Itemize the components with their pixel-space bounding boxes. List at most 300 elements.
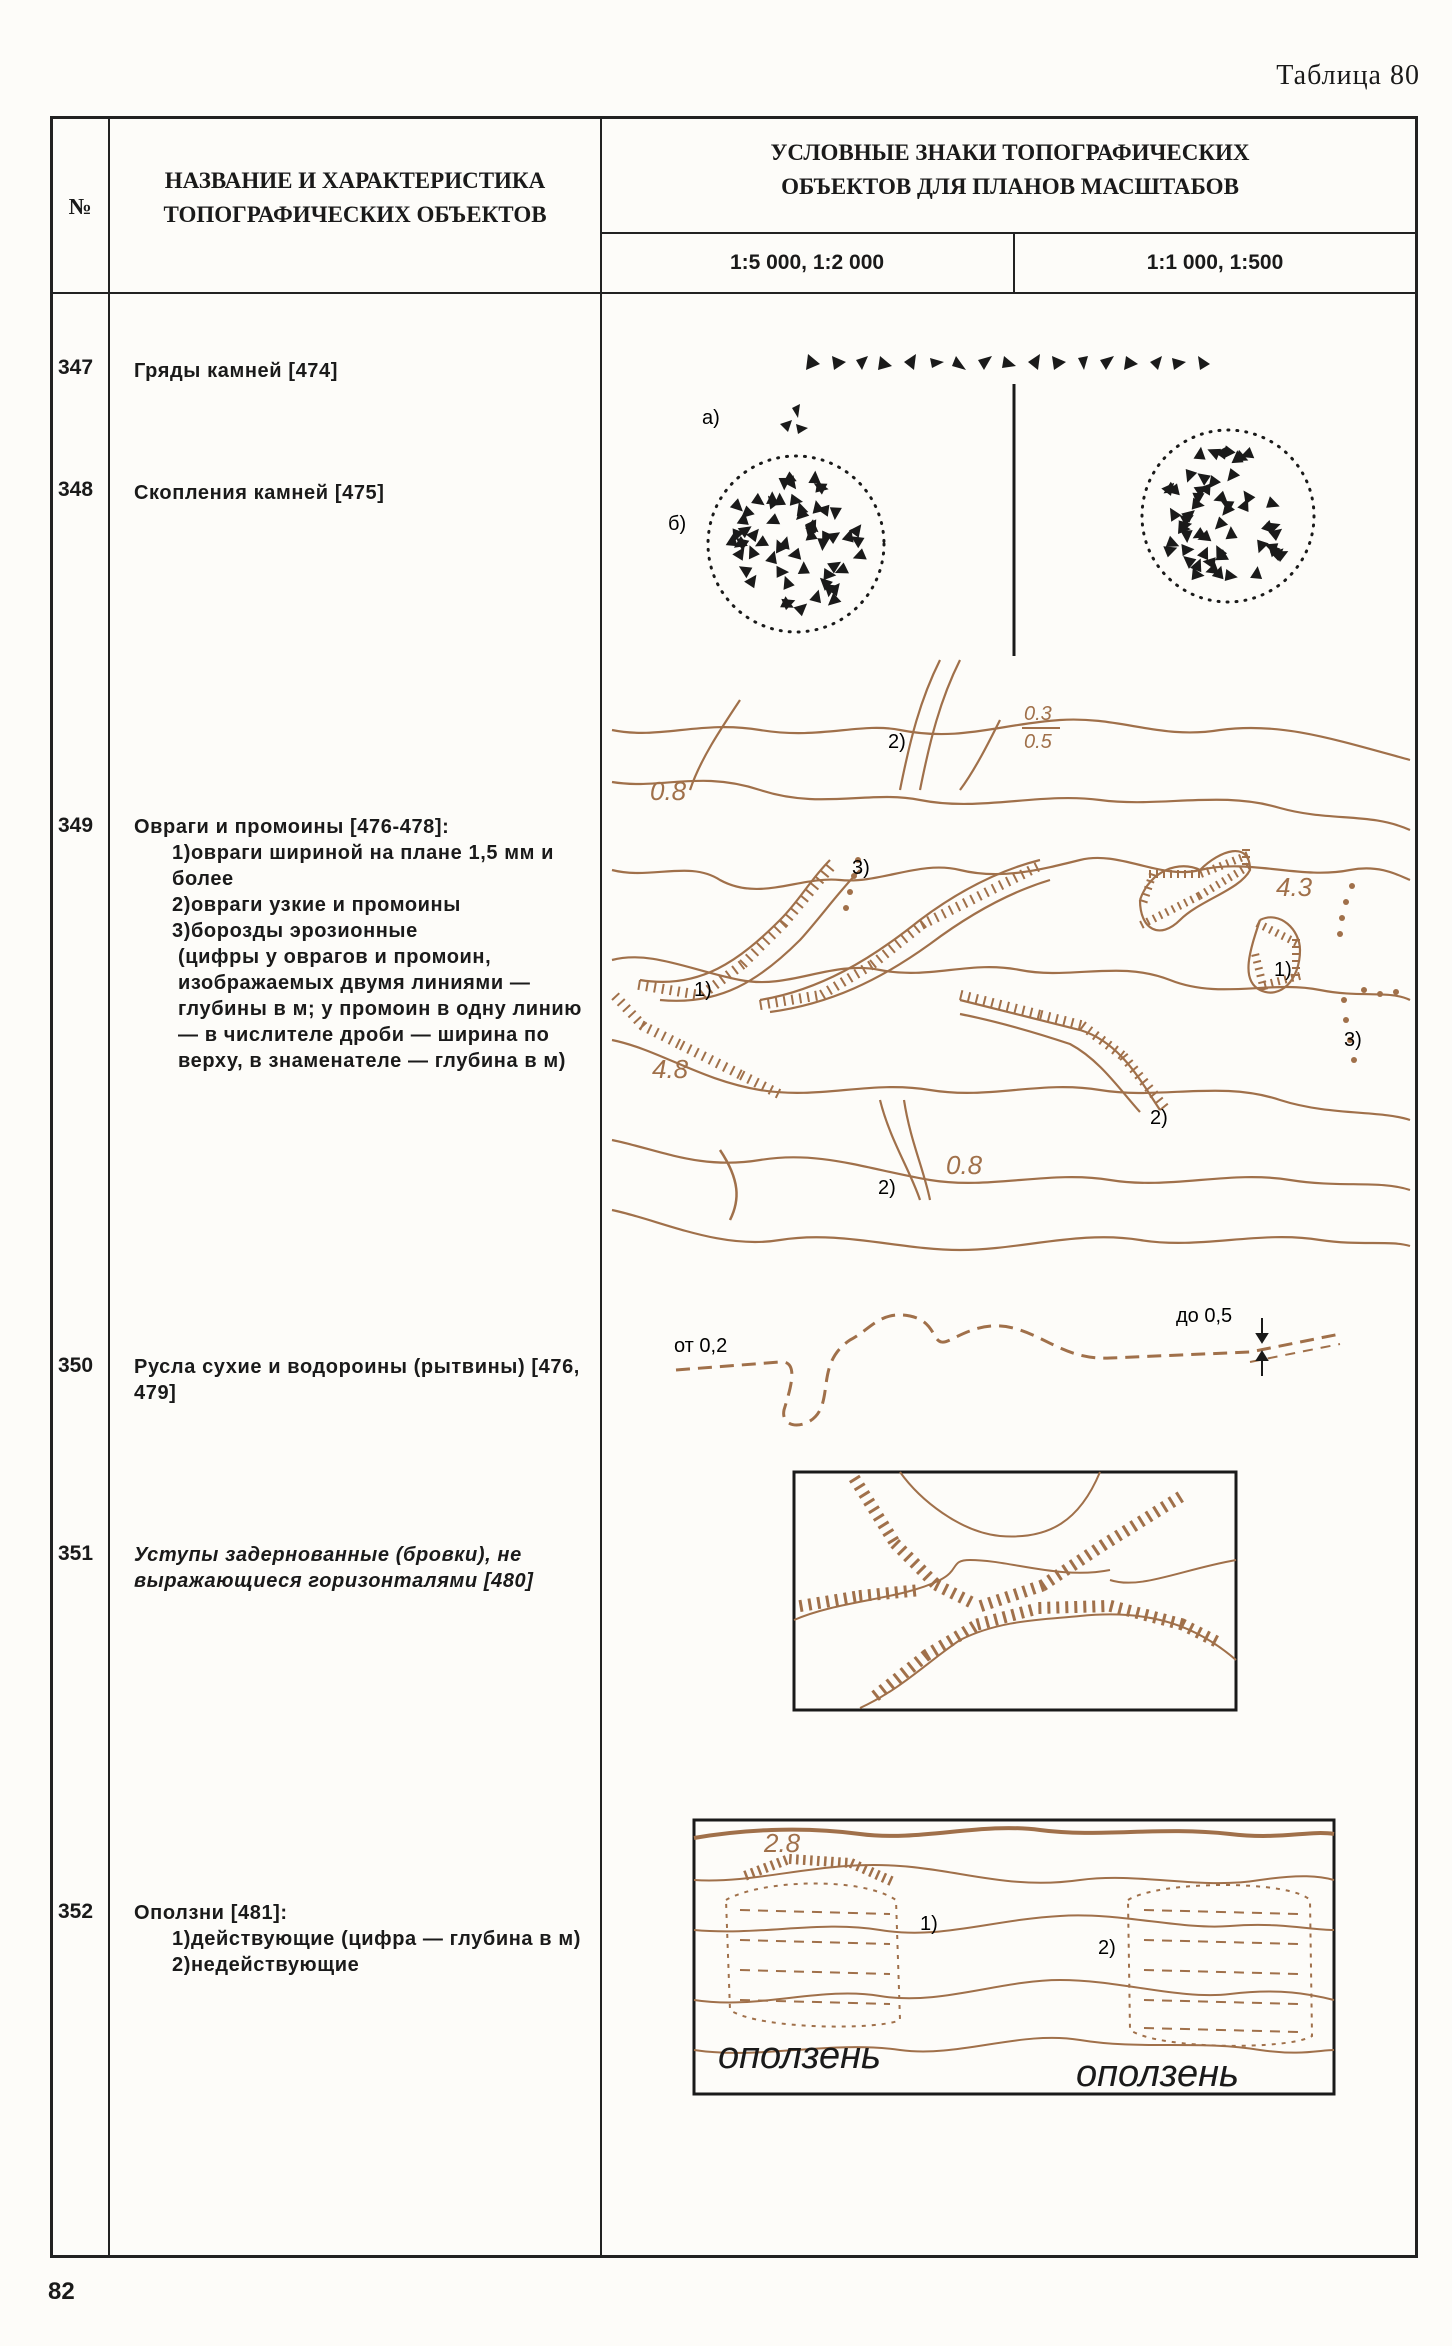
escarpment-hachure (800, 1600, 802, 1612)
escarpment-hachure (1108, 1535, 1114, 1545)
ravine-hachure (732, 966, 738, 974)
escarpment-hachure (827, 1596, 829, 1608)
escarpment-hachures (800, 1476, 1218, 1700)
gully-width: 0.3 (1024, 703, 1052, 725)
ravine-hachure (800, 993, 802, 1003)
ravine-hachure (634, 1017, 641, 1024)
ravine-hachure (1147, 880, 1155, 883)
escarpment-hachure (986, 1616, 989, 1628)
stone-mark (739, 566, 753, 578)
ravine-hachure (709, 1055, 714, 1064)
row-349-item-3: 3)борозды эрозионные (172, 920, 418, 942)
ravine-hachure (960, 990, 962, 1000)
stone-mark (755, 535, 769, 546)
ravine-hachure (1013, 874, 1018, 883)
channel-to-label: до 0,5 (1176, 1305, 1233, 1327)
ravine-hachure (1056, 1014, 1058, 1024)
ravine-hachure (827, 986, 832, 995)
ravine-hachure (1006, 877, 1010, 886)
escarpment-hachure (860, 1590, 861, 1602)
row-352-item-2: 2)недействующие (172, 1954, 360, 1976)
stone-mark (1213, 491, 1227, 502)
landslide-dash-line (740, 1910, 890, 1914)
ravine-hachure (654, 983, 656, 993)
ravine-hachure (795, 902, 803, 908)
ravine-hachure (763, 937, 770, 944)
ravine-hachure (757, 943, 764, 950)
stone-single-symbol (780, 404, 808, 434)
scarp-hachure (869, 1868, 873, 1877)
escarpment-hachure (951, 1588, 956, 1599)
label-3-right: 3) (1344, 1029, 1362, 1051)
ravine-hachure (883, 950, 889, 958)
ravine-hachure (1255, 968, 1263, 970)
ravine-hachure (1257, 975, 1265, 977)
row-351-number: 351 (58, 1542, 94, 1565)
row-349-name: Овраги и промоины [476-478]: (134, 816, 450, 838)
ravine-hachure (820, 990, 825, 999)
scarp-hachure (804, 1855, 805, 1865)
escarpment-hachure (1119, 1603, 1122, 1615)
scarp-hachure (811, 1855, 812, 1865)
landslide-dash-line (1144, 1940, 1300, 1944)
stone-mark (794, 604, 808, 617)
row-350-name: Русла сухие и водороины (рытвины) [476, 479] (134, 1356, 580, 1404)
escarpment-hachure (880, 1685, 888, 1694)
ravine-hachure (908, 930, 914, 938)
escarpment-hachure (994, 1614, 997, 1626)
stone-mark (830, 507, 842, 520)
escarpment-hachure (1154, 1612, 1157, 1624)
escarpment-hachure (853, 1591, 855, 1603)
header-signs: УСЛОВНЫЕ ЗНАКИ ТОПОГРАФИЧЕСКИХ ОБЪЕКТОВ ДЛЯ ПЛАНОВ МАСШТАБОВ (770, 140, 1250, 199)
ravine-hachure (889, 945, 895, 953)
ravine-hachure (999, 881, 1004, 890)
stone-mark (751, 493, 765, 505)
escarpment-hachure (943, 1584, 948, 1595)
ravine-depth-3: 4.8 (652, 1054, 689, 1084)
ravine-hachure (1030, 1008, 1032, 1018)
landslide-dash-line (1144, 1910, 1300, 1914)
ravine-hachures (612, 850, 1300, 1110)
escarpment-hachure (977, 1618, 980, 1630)
stone-mark (766, 513, 780, 524)
ravine-hachure (662, 1032, 666, 1041)
stone-mark (815, 481, 828, 493)
ravine-hachure (618, 999, 625, 1006)
row-352-number: 352 (58, 1900, 94, 1923)
ravine-hachure (628, 1011, 635, 1018)
ravine-hachure (1275, 929, 1279, 936)
row-349-number: 349 (58, 814, 94, 837)
row-348-number: 348 (58, 478, 94, 501)
ravine-hachure (1048, 1012, 1050, 1022)
escarpment-hachure (970, 1622, 976, 1632)
escarpment-hachure (915, 1657, 923, 1666)
ravine-hachure (811, 883, 819, 889)
escarpment-hachure (914, 1585, 915, 1597)
escarpment-hachure (878, 1588, 879, 1600)
ravine-hachure (774, 926, 781, 933)
escarpment-hachure (1048, 1575, 1055, 1585)
scarp-hachure (751, 1868, 755, 1877)
ravine-hachure (934, 913, 939, 922)
stones-label-b: б) (668, 513, 687, 535)
ravine-hachure (723, 1063, 728, 1072)
ravine-hachure (1210, 885, 1214, 892)
ravine-hachure (1200, 870, 1203, 877)
ravine-hachure (806, 889, 814, 895)
scarp-hachure (764, 1863, 768, 1872)
ravine-hachure (1153, 915, 1157, 922)
ravine-hachure (716, 1059, 720, 1068)
stone-mark (1181, 544, 1194, 556)
ravine-hachure (746, 954, 753, 961)
escarpment-hachure (809, 1599, 811, 1611)
ravine-hachure (815, 991, 817, 1001)
ravine-hachure (1171, 905, 1175, 912)
landslide-label-1: 1) (920, 1913, 938, 1935)
ravine-hachure (999, 1000, 1001, 1010)
escarpment-hachure (1023, 1586, 1027, 1597)
ravine-hachure (769, 1085, 774, 1094)
escarpment-hachure (959, 1592, 964, 1603)
escarpment-hachure (894, 1674, 902, 1683)
ravine-hachure (1298, 972, 1300, 980)
stone-mark (1225, 569, 1238, 581)
stone-mark (1197, 473, 1211, 485)
escarpment-hachure (917, 1566, 926, 1574)
landslide-dash-line (740, 1940, 890, 1944)
ravine-hachure (1071, 1018, 1074, 1028)
escarpment-hachure (878, 1522, 888, 1528)
stone-mark (1208, 475, 1221, 488)
landslide-dash-line (740, 2000, 890, 2004)
erosion-furrows (843, 857, 1399, 1063)
ravine-hachure (826, 865, 834, 871)
ravine-hachure (1246, 852, 1249, 859)
width-arrows (1257, 1318, 1267, 1376)
ravine-hachure (801, 895, 809, 901)
stone-mark (1226, 526, 1238, 539)
row-347-name: Гряды камней [474] (134, 360, 339, 382)
ravine-hachure (876, 955, 882, 963)
escarpment-hachure (869, 1507, 879, 1513)
ravine-hachure (854, 969, 859, 978)
page-number: 82 (48, 2278, 75, 2305)
ravine-hachure (970, 895, 975, 904)
escarpment-hachure (1077, 1555, 1084, 1565)
dry-channel-symbol (676, 1315, 1340, 1425)
ravine-hachure (747, 1075, 751, 1084)
escarpment-hachure (1169, 1497, 1175, 1507)
ravine-map (612, 660, 1410, 1250)
stone-mark (853, 548, 867, 559)
row-350-number: 350 (58, 1354, 94, 1377)
escarpment-hachure (1146, 1511, 1152, 1521)
scarp-hachure (846, 1858, 847, 1868)
escarpment-hachure (836, 1594, 838, 1606)
gully-depth-4: 0.8 (946, 1150, 983, 1180)
escarpment-hachure (947, 1636, 953, 1646)
ravine-hachure (730, 1066, 735, 1075)
ravine-hachure (901, 935, 907, 943)
escarpment-hachure (1153, 1507, 1159, 1517)
stone-mark (1237, 498, 1248, 512)
stone-mark (1227, 468, 1240, 481)
stone-cluster-symbol-large (708, 456, 884, 632)
ravine-hachure (1239, 854, 1242, 861)
escarpment-hachure (1100, 1540, 1106, 1550)
escarpment-hachure (1012, 1609, 1015, 1621)
ravine-hachure (977, 891, 982, 900)
escarpment-hachure (905, 1586, 906, 1598)
escarpment-hachure (873, 1691, 881, 1700)
ravine-hachure (646, 981, 648, 991)
ravine-hachure (963, 899, 968, 908)
landslide-label-2: 2) (1098, 1937, 1116, 1959)
ravine-hachure (1204, 888, 1208, 895)
scarp-hachure (839, 1857, 840, 1867)
ravine-hachure (623, 1005, 630, 1012)
landslide-dash-line (1144, 2028, 1300, 2032)
escarpment-hachure (1115, 1531, 1121, 1541)
escarpment-hachure (939, 1640, 945, 1650)
ravine-hachure (1159, 912, 1163, 919)
ravine-hachure (776, 1089, 780, 1098)
escarpment-hachure (1171, 1616, 1174, 1628)
escarpment-hachure (844, 1593, 846, 1605)
ravine-hachure (834, 982, 839, 991)
escarpment-hachure (904, 1553, 913, 1562)
stone-mark (1170, 508, 1182, 522)
stone-mark (788, 548, 802, 560)
escarpment-hachure (1029, 1605, 1032, 1617)
ravine-hachure (1063, 1016, 1065, 1026)
row-349-item-1: 1)овраги шириной на плане 1,5 мм и более (172, 842, 555, 890)
ravine-hachure (702, 1052, 706, 1061)
ravine-hachure (1140, 900, 1148, 903)
escarpment-hachure (908, 1663, 916, 1672)
ravine-hachure (792, 995, 794, 1005)
ravine-hachure (1142, 893, 1150, 896)
escarpment-hachure (864, 1499, 874, 1505)
escarpment-hachure (989, 1597, 993, 1608)
ravine-depth-1: 0.8 (650, 776, 687, 806)
channel-from-label: от 0,2 (674, 1335, 728, 1357)
ravine-hachure (662, 984, 664, 994)
stone-mark (1240, 447, 1254, 458)
ravine-hachure (785, 914, 793, 920)
escarpment-hachure (896, 1586, 897, 1598)
header-name: НАЗВАНИЕ И ХАРАКТЕРИСТИКА ТОПОГРАФИЧЕСКИХ ОБЪЕКТОВ (163, 168, 547, 227)
ravine-hachure (807, 992, 809, 1002)
stone-mark (765, 551, 777, 565)
stones-label-a: а) (702, 407, 720, 429)
scarp-hachure (818, 1856, 819, 1866)
label-3-left: 3) (852, 857, 870, 879)
stone-mark (1186, 469, 1198, 483)
stone-mark (1194, 447, 1206, 460)
row-352-name: Оползни [481]: (134, 1902, 288, 1924)
landslide-caption-2: оползень (1076, 2053, 1240, 2095)
ravine-hachure (1216, 881, 1220, 888)
ravine-hachure (841, 978, 846, 987)
ravine-hachure (949, 906, 954, 915)
row-349-note: (цифры у оврагов и промоин, изображаемых двумя линиями — глубины в м; у промоин в одну линию — в числителе дроби — ширина по верху, в знаменателе — глубина в м) (178, 946, 582, 1072)
escarpment-hachure (850, 1476, 860, 1482)
header-scale-2: 1:1 000, 1:500 (1146, 251, 1284, 274)
stone-mark (1215, 517, 1228, 530)
label-2-bottom: 2) (878, 1177, 896, 1199)
stone-mark (808, 471, 820, 484)
escarpment-hachure (887, 1679, 895, 1688)
escarpment-hachure (1145, 1609, 1148, 1621)
ravine-hachure (676, 1039, 680, 1048)
stone-mark (784, 576, 795, 590)
escarpment-hachure (869, 1589, 870, 1601)
escarpment-hachure (980, 1600, 984, 1611)
escarpment-hachure (911, 1559, 920, 1568)
label-2-top: 2) (888, 731, 906, 753)
ravine-hachure (1155, 1098, 1163, 1104)
ravine-hachure (762, 1082, 766, 1091)
ravine-hachure (968, 992, 970, 1002)
ravine-hachure (1007, 1002, 1009, 1012)
escarpment-hachure (1014, 1589, 1018, 1600)
ravine-hachure (1269, 926, 1273, 933)
scarp-hachure (825, 1856, 826, 1866)
ravine-hachure (1253, 961, 1261, 963)
ravine-hachure (983, 996, 985, 1006)
escarpment-hachure (855, 1484, 865, 1490)
label-1-right: 1) (1274, 959, 1292, 981)
stone-ridge-symbol (806, 354, 1210, 370)
ravine-hachure (1184, 899, 1188, 906)
header-no: № (68, 194, 92, 219)
table-caption: Таблица 80 (1276, 60, 1420, 91)
scarp-hachure (777, 1858, 781, 1867)
ravine-hachure (760, 1000, 762, 1010)
escarpment-hachure (1161, 1502, 1167, 1512)
escarpment-hachure (901, 1668, 909, 1677)
ravine-hachure (768, 999, 770, 1009)
ravine-hachure (1022, 1006, 1024, 1016)
ravine-hachure (942, 909, 946, 918)
ravine-hachure (790, 908, 798, 914)
ravine-hachure (694, 1048, 699, 1057)
escarpment-hachure (1176, 1492, 1182, 1502)
ravine-hachure (1234, 870, 1238, 877)
ravine-hachure (638, 980, 640, 990)
ravine-hachure (751, 949, 758, 956)
ravine-hachure (1165, 909, 1169, 916)
escarpment-hachure (1162, 1614, 1165, 1626)
ravine-hachure (861, 965, 866, 974)
scarp-hachure (758, 1866, 762, 1875)
escarpment-hachure (874, 1514, 884, 1520)
ravine-depth-2: 4.3 (1276, 872, 1313, 902)
escarpment-hachure (1110, 1600, 1113, 1612)
ravine-hachure (687, 1045, 691, 1054)
stone-mark (809, 590, 821, 604)
ravine-hachure (1233, 857, 1236, 864)
ravine-hachure (914, 925, 920, 933)
label-2-mid: 2) (1150, 1107, 1168, 1129)
escarpment-hachure (955, 1631, 961, 1641)
ravine-hachure (1099, 1036, 1105, 1044)
stone-mark (1161, 483, 1174, 496)
escarpment-hachure (923, 1572, 932, 1581)
ravine-hachure (754, 1078, 759, 1087)
landslide-dash-line (1144, 2000, 1300, 2004)
stone-cluster-symbol-small (1142, 430, 1314, 602)
stone-mark (1163, 546, 1177, 557)
escarpment-hachure (1123, 1526, 1129, 1536)
ravine-hachure (1213, 865, 1216, 872)
ravine-hachure (895, 940, 901, 948)
stone-mark (1166, 536, 1180, 547)
escarpment-hachure (1070, 1560, 1077, 1570)
escarpment-hachure (1138, 1516, 1144, 1526)
escarpment-hachure (883, 1529, 893, 1535)
ravine-hachure (1140, 921, 1144, 928)
ravine-hachure (768, 932, 775, 939)
escarpment-hachure (997, 1594, 1001, 1605)
row-351-name: Уступы задернованные (бровки), не выражающиеся горизонталями [480] (134, 1544, 534, 1592)
ravine-hachure (984, 888, 989, 897)
scarp-hachure (888, 1876, 892, 1885)
escarpment-hachure (1131, 1521, 1137, 1531)
ravine-hachure (669, 1035, 674, 1044)
landslide-dashes (740, 1910, 1300, 2032)
ravine-hachure (1222, 878, 1226, 885)
stone-mark (777, 566, 790, 578)
label-1-left: 1) (694, 979, 712, 1001)
escarpment-hachure (1020, 1607, 1023, 1619)
escarpment-hachure (1063, 1565, 1070, 1575)
escarpment-hachure (818, 1597, 820, 1609)
ravine-hachure (1263, 923, 1267, 930)
escarpment-hachure (962, 1627, 968, 1637)
ravine-hachure (1282, 933, 1286, 940)
ravine-hachure (654, 1028, 659, 1037)
ravine-hachure (976, 994, 978, 1004)
ravine-hachure (1252, 954, 1260, 956)
ravine-hachure (991, 998, 994, 1008)
stone-mark (790, 494, 803, 506)
ravine-hachure (1240, 867, 1244, 874)
ravine-hachure (647, 1025, 651, 1034)
stone-mark (1266, 496, 1280, 508)
ravine-hachure (927, 916, 931, 925)
ravine-hachure (1271, 979, 1273, 987)
escarpment-hachure (1006, 1592, 1010, 1603)
ravine-hachure (680, 1041, 685, 1050)
stone-mark (749, 545, 760, 559)
ravine-hachure (784, 996, 786, 1006)
landslide-depth: 2.8 (764, 1828, 801, 1858)
ravine-hachure (686, 988, 688, 998)
stone-mark (798, 561, 810, 574)
ravine-hachure (670, 985, 672, 995)
ravine-hachure (992, 884, 996, 893)
escarpment-hachure (898, 1546, 907, 1554)
stone-mark (730, 498, 743, 511)
ravine-hachure (713, 980, 719, 988)
scarp-hachure (771, 1861, 775, 1870)
scarp-hachure (832, 1857, 833, 1867)
